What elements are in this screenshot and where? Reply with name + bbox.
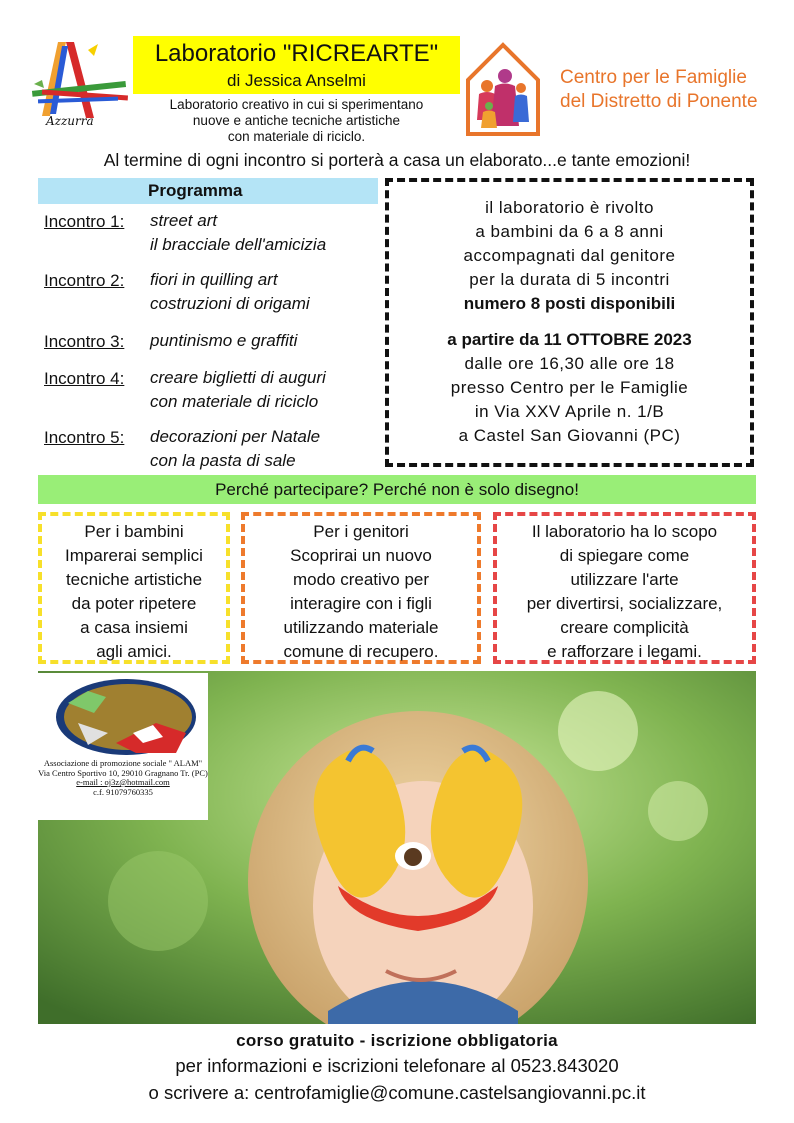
description-line: con materiale di riciclo. [227, 129, 366, 144]
why-line: a casa insiemi [80, 618, 188, 637]
why-line: da poter ripetere [71, 594, 197, 613]
session-topic: con materiale di riciclo [150, 392, 319, 411]
contact-email: o scrivere a: centrofamiglie@comune.castelsangiovanni.pc.it [148, 1082, 646, 1103]
session-topics [150, 329, 297, 353]
alam-line: e-mail : oj3z@hotmail.com [76, 777, 170, 787]
info-line: a bambini da 6 a 8 anni [475, 222, 664, 241]
session-label: Incontro 3: [44, 332, 125, 351]
page-subtitle: di Jessica Anselmi [227, 71, 366, 90]
session-label: Incontro 1: [44, 212, 125, 231]
why-line: Scoprirai un nuovo [290, 546, 432, 565]
centro-name-line: Centro per le Famiglie [560, 67, 747, 88]
why-line: modo creativo per [292, 570, 430, 589]
info-line: per la durata di 5 incontri [469, 270, 670, 289]
centro-famiglie-name [560, 66, 790, 114]
info-line: a Castel San Giovanni (PC) [458, 426, 681, 445]
session-topics [150, 425, 320, 473]
session-topic: decorazioni per Natale [150, 427, 321, 446]
why-line: Per i bambini [84, 522, 184, 541]
why-line: di spiegare come [559, 546, 690, 565]
session-topic: puntinismo e graffiti [150, 331, 298, 350]
alam-logo [38, 673, 208, 820]
session-label: Incontro 5: [44, 428, 125, 447]
info-line: il laboratorio è rivolto [485, 198, 654, 217]
footer [0, 1030, 794, 1106]
session-label: Incontro 2: [44, 271, 125, 290]
why-line: Per i genitori [313, 522, 409, 541]
description-line: Laboratorio creativo in cui si sperimentano [169, 97, 424, 112]
session-topics [150, 268, 310, 316]
info-line: dalle ore 16,30 alle ore 18 [464, 354, 675, 373]
alam-line: Via Centro Sportivo 10, 29010 Gragnano Tr. (PC) [38, 767, 208, 778]
why-line: utilizzando materiale [283, 618, 439, 637]
why-line: e rafforzare i legami. [547, 642, 702, 661]
why-kids-box [38, 512, 230, 664]
session-topic: con la pasta di sale [150, 451, 296, 470]
family-house-icon [465, 42, 541, 136]
session-topic: fiori in quilling art [150, 270, 278, 289]
title-box [133, 36, 460, 94]
session-topic: costruzioni di origami [150, 294, 310, 313]
info-box [385, 178, 754, 467]
why-line: creare complicità [560, 618, 689, 637]
why-parents-box [241, 512, 481, 664]
session-topic: creare biglietti di auguri [150, 368, 326, 387]
session-topics [150, 366, 326, 414]
session-topic: il bracciale dell'amicizia [150, 235, 327, 254]
closing-line: Al termine di ogni incontro si porterà a casa un elaborato...e tante emozioni! [103, 150, 691, 170]
lab-description [133, 97, 460, 145]
alam-info [38, 759, 208, 797]
why-line: agli amici. [96, 642, 172, 661]
why-line: comune di recupero. [283, 642, 439, 661]
info-line: accompagnati dal genitore [463, 246, 676, 265]
ricrearte-logo [28, 36, 132, 138]
why-lab-box [493, 512, 756, 664]
info-line: presso Centro per le Famiglie [450, 378, 689, 397]
course-free-notice: corso gratuito - iscrizione obbligatoria [236, 1031, 558, 1050]
info-line: in Via XXV Aprile n. 1/B [474, 402, 665, 421]
alam-line: c.f. 91079760335 [93, 786, 153, 797]
session-label: Incontro 4: [44, 369, 125, 388]
session-topic: street art [150, 211, 218, 230]
session-topics [150, 209, 326, 257]
alam-line: Associazione di promozione sociale " ALAM" [43, 758, 203, 768]
why-line: per divertirsi, socializzare, [526, 594, 723, 613]
centro-name-line: del Distretto di Ponente [560, 91, 758, 112]
start-date: a partire da 11 OTTOBRE 2023 [447, 330, 692, 349]
why-title: Perché partecipare? Perché non è solo disegno! [38, 475, 756, 504]
logo-signature: Azzurra [46, 114, 94, 128]
why-line: interagire con i figli [290, 594, 432, 613]
why-line: Imparerai semplici [65, 546, 203, 565]
why-line: Il laboratorio ha lo scopo [531, 522, 718, 541]
description-line: nuove e antiche tecniche artistiche [192, 113, 401, 128]
contact-phone: per informazioni e iscrizioni telefonare al 0523.843020 [175, 1055, 619, 1076]
posti-disponibili: numero 8 posti disponibili [463, 294, 676, 313]
why-line: tecniche artistiche [65, 570, 203, 589]
why-line: utilizzare l'arte [570, 570, 679, 589]
programma-title: Programma [38, 178, 378, 204]
page-title: Laboratorio "RICREARTE" [154, 40, 439, 67]
